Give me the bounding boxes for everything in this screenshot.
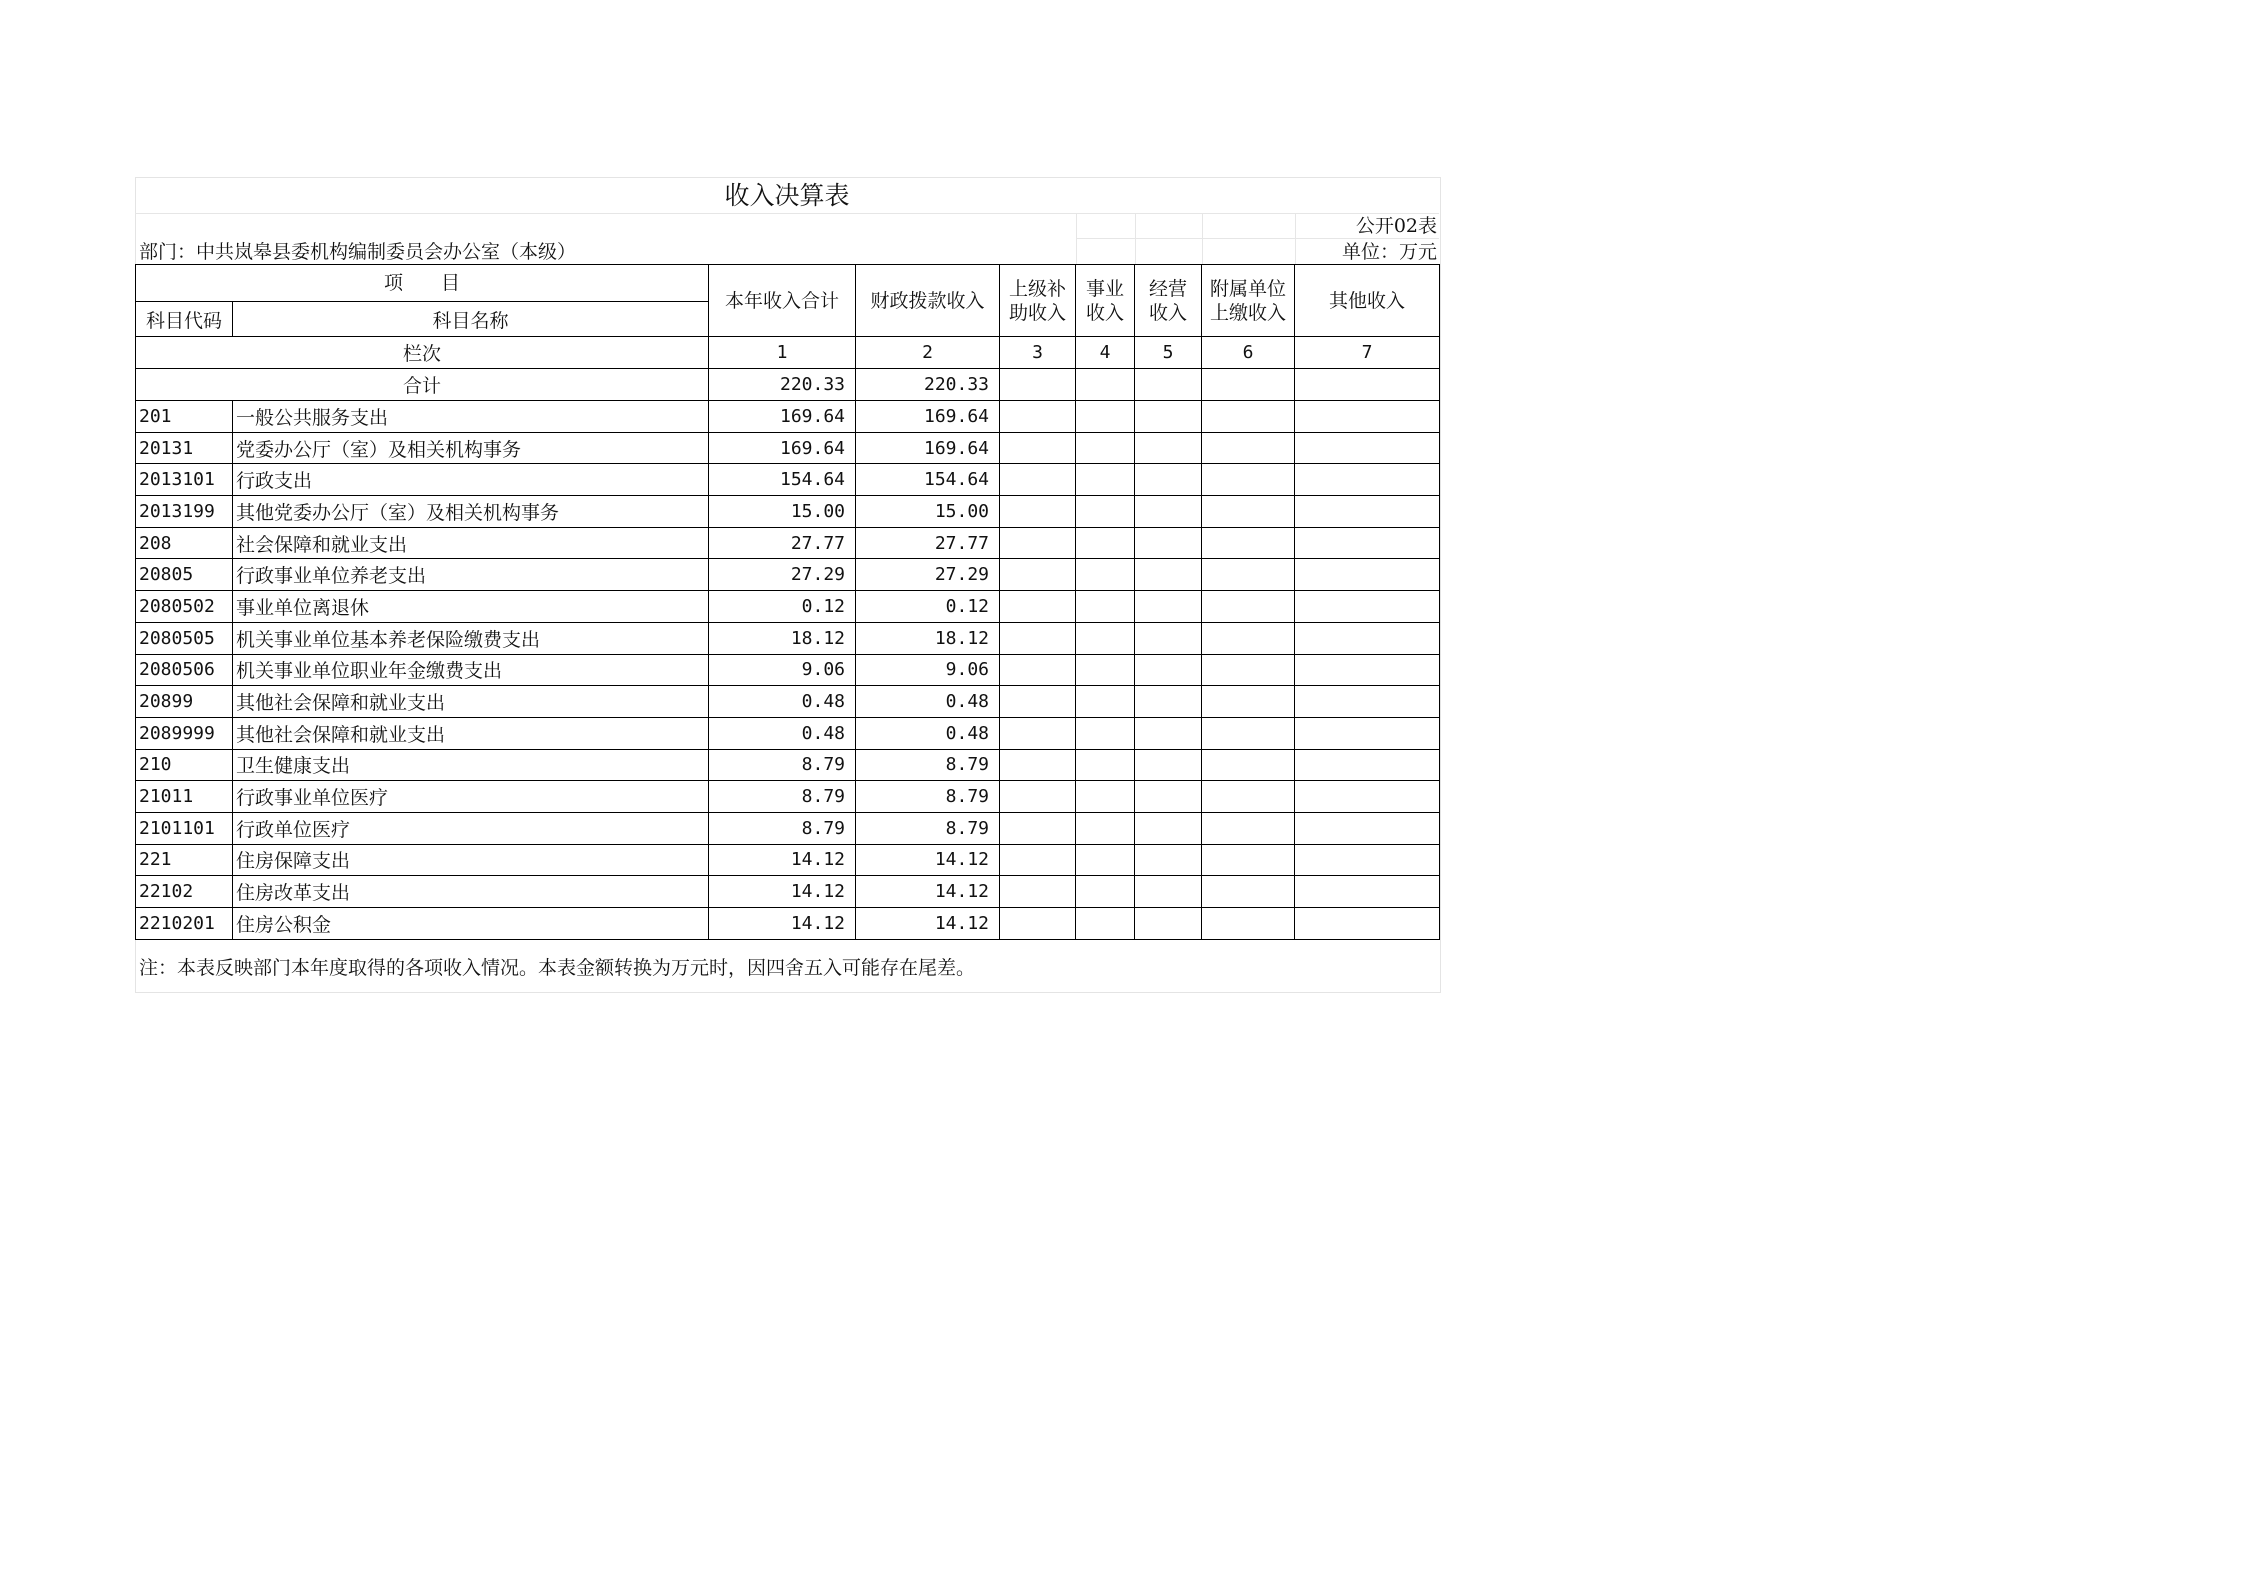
table-row xyxy=(136,622,1440,654)
table-row xyxy=(136,908,1440,940)
subject-name: 其他社会保障和就业支出 xyxy=(233,717,709,749)
fiscal-appropriation-value: 8.79 xyxy=(856,749,1000,781)
table-row xyxy=(136,591,1440,623)
income-table xyxy=(135,264,1440,940)
empty-cell xyxy=(1000,559,1076,591)
empty-cell xyxy=(1202,654,1295,686)
empty-cell xyxy=(1202,432,1295,464)
empty-cell xyxy=(1295,686,1440,718)
column-index-6: 6 xyxy=(1202,337,1295,369)
subject-code: 2080506 xyxy=(136,654,233,686)
subject-code: 21011 xyxy=(136,781,233,813)
empty-cell xyxy=(1135,717,1202,749)
header-affiliated-remittance xyxy=(1202,265,1295,337)
total-income-value: 154.64 xyxy=(709,464,856,496)
subject-code: 2013101 xyxy=(136,464,233,496)
empty-cell xyxy=(1295,401,1440,433)
fiscal-appropriation-value: 14.12 xyxy=(856,908,1000,940)
subject-name: 其他社会保障和就业支出 xyxy=(233,686,709,718)
header-operating-income xyxy=(1135,265,1202,337)
header-business-income-line1: 事业 xyxy=(1086,277,1125,300)
empty-cell xyxy=(1295,527,1440,559)
empty-cell xyxy=(1202,622,1295,654)
empty-cell xyxy=(1076,717,1135,749)
empty-cell xyxy=(1000,432,1076,464)
subject-name: 事业单位离退休 xyxy=(233,591,709,623)
empty-cell xyxy=(1076,591,1135,623)
subject-name: 社会保障和就业支出 xyxy=(233,527,709,559)
subject-name: 住房公积金 xyxy=(233,908,709,940)
column-index-4: 4 xyxy=(1076,337,1135,369)
empty-cell xyxy=(1000,401,1076,433)
empty-cell xyxy=(1295,591,1440,623)
empty-cell xyxy=(1295,749,1440,781)
table-row xyxy=(136,781,1440,813)
total-income-value: 169.64 xyxy=(709,401,856,433)
table-row xyxy=(136,401,1440,433)
column-index-3: 3 xyxy=(1000,337,1076,369)
empty-cell xyxy=(1076,369,1135,401)
empty-cell xyxy=(1135,654,1202,686)
fiscal-appropriation-value: 15.00 xyxy=(856,496,1000,528)
subject-name: 党委办公厅（室）及相关机构事务 xyxy=(233,432,709,464)
subject-name: 卫生健康支出 xyxy=(233,749,709,781)
gridline xyxy=(1295,213,1296,264)
empty-cell xyxy=(1076,432,1135,464)
empty-cell xyxy=(1202,686,1295,718)
empty-cell xyxy=(1202,464,1295,496)
subject-code: 208 xyxy=(136,527,233,559)
subject-code: 22102 xyxy=(136,876,233,908)
empty-cell xyxy=(1135,401,1202,433)
total-income-value: 14.12 xyxy=(709,844,856,876)
empty-cell xyxy=(1076,527,1135,559)
empty-cell xyxy=(1000,812,1076,844)
table-row xyxy=(136,686,1440,718)
subject-name: 一般公共服务支出 xyxy=(233,401,709,433)
empty-cell xyxy=(1076,686,1135,718)
total-label: 合计 xyxy=(136,369,709,401)
empty-cell xyxy=(1295,622,1440,654)
subject-code: 2089999 xyxy=(136,717,233,749)
gridline xyxy=(1202,213,1203,264)
table-row xyxy=(136,464,1440,496)
table-row xyxy=(136,812,1440,844)
total-income-value: 8.79 xyxy=(709,749,856,781)
header-affiliated-remittance-line2: 上缴收入 xyxy=(1210,301,1287,324)
subject-code: 2101101 xyxy=(136,812,233,844)
empty-cell xyxy=(1295,781,1440,813)
subject-code: 221 xyxy=(136,844,233,876)
total-income-value: 18.12 xyxy=(709,622,856,654)
empty-cell xyxy=(1000,876,1076,908)
empty-cell xyxy=(1202,527,1295,559)
empty-cell xyxy=(1295,812,1440,844)
empty-cell xyxy=(1202,401,1295,433)
empty-cell xyxy=(1076,749,1135,781)
subject-name: 行政单位医疗 xyxy=(233,812,709,844)
header-superior-subsidy-line2: 助收入 xyxy=(1009,301,1067,324)
column-index-7: 7 xyxy=(1295,337,1440,369)
empty-cell xyxy=(1135,686,1202,718)
subject-code: 2080505 xyxy=(136,622,233,654)
header-subject-name: 科目名称 xyxy=(233,302,709,337)
header-business-income-line2: 收入 xyxy=(1086,301,1125,324)
total-income-value: 220.33 xyxy=(709,369,856,401)
subject-name: 住房改革支出 xyxy=(233,876,709,908)
subject-name: 行政事业单位养老支出 xyxy=(233,559,709,591)
header-project: 项 目 xyxy=(136,265,709,302)
empty-cell xyxy=(1076,876,1135,908)
footnote: 注：本表反映部门本年度取得的各项收入情况。本表金额转换为万元时，因四舍五入可能存在尾差。 xyxy=(139,957,976,979)
empty-cell xyxy=(1000,781,1076,813)
empty-cell xyxy=(1000,591,1076,623)
empty-cell xyxy=(1295,844,1440,876)
total-income-value: 8.79 xyxy=(709,812,856,844)
total-income-value: 15.00 xyxy=(709,496,856,528)
header-fiscal-appropriation: 财政拨款收入 xyxy=(856,265,1000,337)
empty-cell xyxy=(1000,654,1076,686)
empty-cell xyxy=(1135,622,1202,654)
fiscal-appropriation-value: 154.64 xyxy=(856,464,1000,496)
unit-label: 单位：万元 xyxy=(1341,241,1437,263)
table-row xyxy=(136,559,1440,591)
column-index-label: 栏次 xyxy=(136,337,709,369)
subject-code: 2080502 xyxy=(136,591,233,623)
fiscal-appropriation-value: 18.12 xyxy=(856,622,1000,654)
table-row xyxy=(136,749,1440,781)
header-total-income: 本年收入合计 xyxy=(709,265,856,337)
empty-cell xyxy=(1295,908,1440,940)
total-row xyxy=(136,369,1440,401)
subject-name: 行政支出 xyxy=(233,464,709,496)
table-row xyxy=(136,717,1440,749)
empty-cell xyxy=(1076,654,1135,686)
empty-cell xyxy=(1000,622,1076,654)
empty-cell xyxy=(1000,749,1076,781)
empty-cell xyxy=(1295,369,1440,401)
empty-cell xyxy=(1295,559,1440,591)
header-affiliated-remittance-line1: 附属单位 xyxy=(1210,277,1287,300)
table-row xyxy=(136,654,1440,686)
empty-cell xyxy=(1076,464,1135,496)
subject-code: 20899 xyxy=(136,686,233,718)
total-income-value: 0.12 xyxy=(709,591,856,623)
empty-cell xyxy=(1000,844,1076,876)
gridline xyxy=(135,213,1439,214)
fiscal-appropriation-value: 27.29 xyxy=(856,559,1000,591)
empty-cell xyxy=(1135,591,1202,623)
empty-cell xyxy=(1295,432,1440,464)
empty-cell xyxy=(1000,686,1076,718)
empty-cell xyxy=(1135,559,1202,591)
subject-name: 行政事业单位医疗 xyxy=(233,781,709,813)
total-income-value: 0.48 xyxy=(709,686,856,718)
subject-name: 机关事业单位基本养老保险缴费支出 xyxy=(233,622,709,654)
total-income-value: 14.12 xyxy=(709,908,856,940)
fiscal-appropriation-value: 0.12 xyxy=(856,591,1000,623)
empty-cell xyxy=(1135,781,1202,813)
empty-cell xyxy=(1202,496,1295,528)
subject-code: 2210201 xyxy=(136,908,233,940)
empty-cell xyxy=(1000,527,1076,559)
empty-cell xyxy=(1076,496,1135,528)
empty-cell xyxy=(1135,369,1202,401)
table-row xyxy=(136,527,1440,559)
total-income-value: 14.12 xyxy=(709,876,856,908)
table-row xyxy=(136,876,1440,908)
fiscal-appropriation-value: 14.12 xyxy=(856,876,1000,908)
empty-cell xyxy=(1076,401,1135,433)
empty-cell xyxy=(1135,432,1202,464)
empty-cell xyxy=(1135,496,1202,528)
fiscal-appropriation-value: 27.77 xyxy=(856,527,1000,559)
empty-cell xyxy=(1202,717,1295,749)
header-superior-subsidy xyxy=(1000,265,1076,337)
subject-code: 20131 xyxy=(136,432,233,464)
header-subject-code: 科目代码 xyxy=(136,302,233,337)
empty-cell xyxy=(1000,908,1076,940)
empty-cell xyxy=(1202,591,1295,623)
gridline xyxy=(1076,238,1439,239)
subject-code: 20805 xyxy=(136,559,233,591)
fiscal-appropriation-value: 8.79 xyxy=(856,812,1000,844)
fiscal-appropriation-value: 14.12 xyxy=(856,844,1000,876)
page-title: 收入决算表 xyxy=(724,181,850,210)
empty-cell xyxy=(1295,876,1440,908)
empty-cell xyxy=(1135,844,1202,876)
empty-cell xyxy=(1076,622,1135,654)
empty-cell xyxy=(1202,812,1295,844)
header-superior-subsidy-line1: 上级补 xyxy=(1009,277,1067,300)
total-income-value: 8.79 xyxy=(709,781,856,813)
header-other-income: 其他收入 xyxy=(1295,265,1440,337)
empty-cell xyxy=(1202,781,1295,813)
department-label: 部门：中共岚皋县委机构编制委员会办公室（本级） xyxy=(139,241,577,263)
header-business-income xyxy=(1076,265,1135,337)
header-operating-income-line1: 经营 xyxy=(1149,277,1188,300)
total-income-value: 169.64 xyxy=(709,432,856,464)
empty-cell xyxy=(1000,496,1076,528)
fiscal-appropriation-value: 0.48 xyxy=(856,686,1000,718)
empty-cell xyxy=(1076,844,1135,876)
empty-cell xyxy=(1135,749,1202,781)
empty-cell xyxy=(1202,749,1295,781)
fiscal-appropriation-value: 0.48 xyxy=(856,717,1000,749)
empty-cell xyxy=(1202,559,1295,591)
total-income-value: 27.29 xyxy=(709,559,856,591)
column-index-1: 1 xyxy=(709,337,856,369)
empty-cell xyxy=(1295,717,1440,749)
column-index-2: 2 xyxy=(856,337,1000,369)
empty-cell xyxy=(1295,496,1440,528)
empty-cell xyxy=(1000,717,1076,749)
subject-code: 201 xyxy=(136,401,233,433)
empty-cell xyxy=(1135,812,1202,844)
subject-code: 2013199 xyxy=(136,496,233,528)
empty-cell xyxy=(1000,369,1076,401)
table-row xyxy=(136,496,1440,528)
empty-cell xyxy=(1076,908,1135,940)
fiscal-appropriation-value: 169.64 xyxy=(856,401,1000,433)
empty-cell xyxy=(1000,464,1076,496)
empty-cell xyxy=(1135,908,1202,940)
total-fiscal-value: 220.33 xyxy=(856,369,1000,401)
fiscal-appropriation-value: 169.64 xyxy=(856,432,1000,464)
empty-cell xyxy=(1135,527,1202,559)
header-operating-income-line2: 收入 xyxy=(1149,301,1188,324)
empty-cell xyxy=(1076,781,1135,813)
form-number: 公开02表 xyxy=(1355,215,1437,237)
fiscal-appropriation-value: 9.06 xyxy=(856,654,1000,686)
table-row xyxy=(136,844,1440,876)
empty-cell xyxy=(1202,844,1295,876)
empty-cell xyxy=(1295,464,1440,496)
empty-cell xyxy=(1135,464,1202,496)
empty-cell xyxy=(1076,812,1135,844)
table-row xyxy=(136,432,1440,464)
empty-cell xyxy=(1202,876,1295,908)
subject-name: 住房保障支出 xyxy=(233,844,709,876)
total-income-value: 27.77 xyxy=(709,527,856,559)
empty-cell xyxy=(1295,654,1440,686)
total-income-value: 0.48 xyxy=(709,717,856,749)
empty-cell xyxy=(1202,908,1295,940)
empty-cell xyxy=(1135,876,1202,908)
total-income-value: 9.06 xyxy=(709,654,856,686)
fiscal-appropriation-value: 8.79 xyxy=(856,781,1000,813)
subject-name: 其他党委办公厅（室）及相关机构事务 xyxy=(233,496,709,528)
subject-code: 210 xyxy=(136,749,233,781)
column-index-5: 5 xyxy=(1135,337,1202,369)
subject-name: 机关事业单位职业年金缴费支出 xyxy=(233,654,709,686)
empty-cell xyxy=(1202,369,1295,401)
empty-cell xyxy=(1076,559,1135,591)
gridline xyxy=(1135,213,1136,264)
gridline xyxy=(1076,213,1077,264)
